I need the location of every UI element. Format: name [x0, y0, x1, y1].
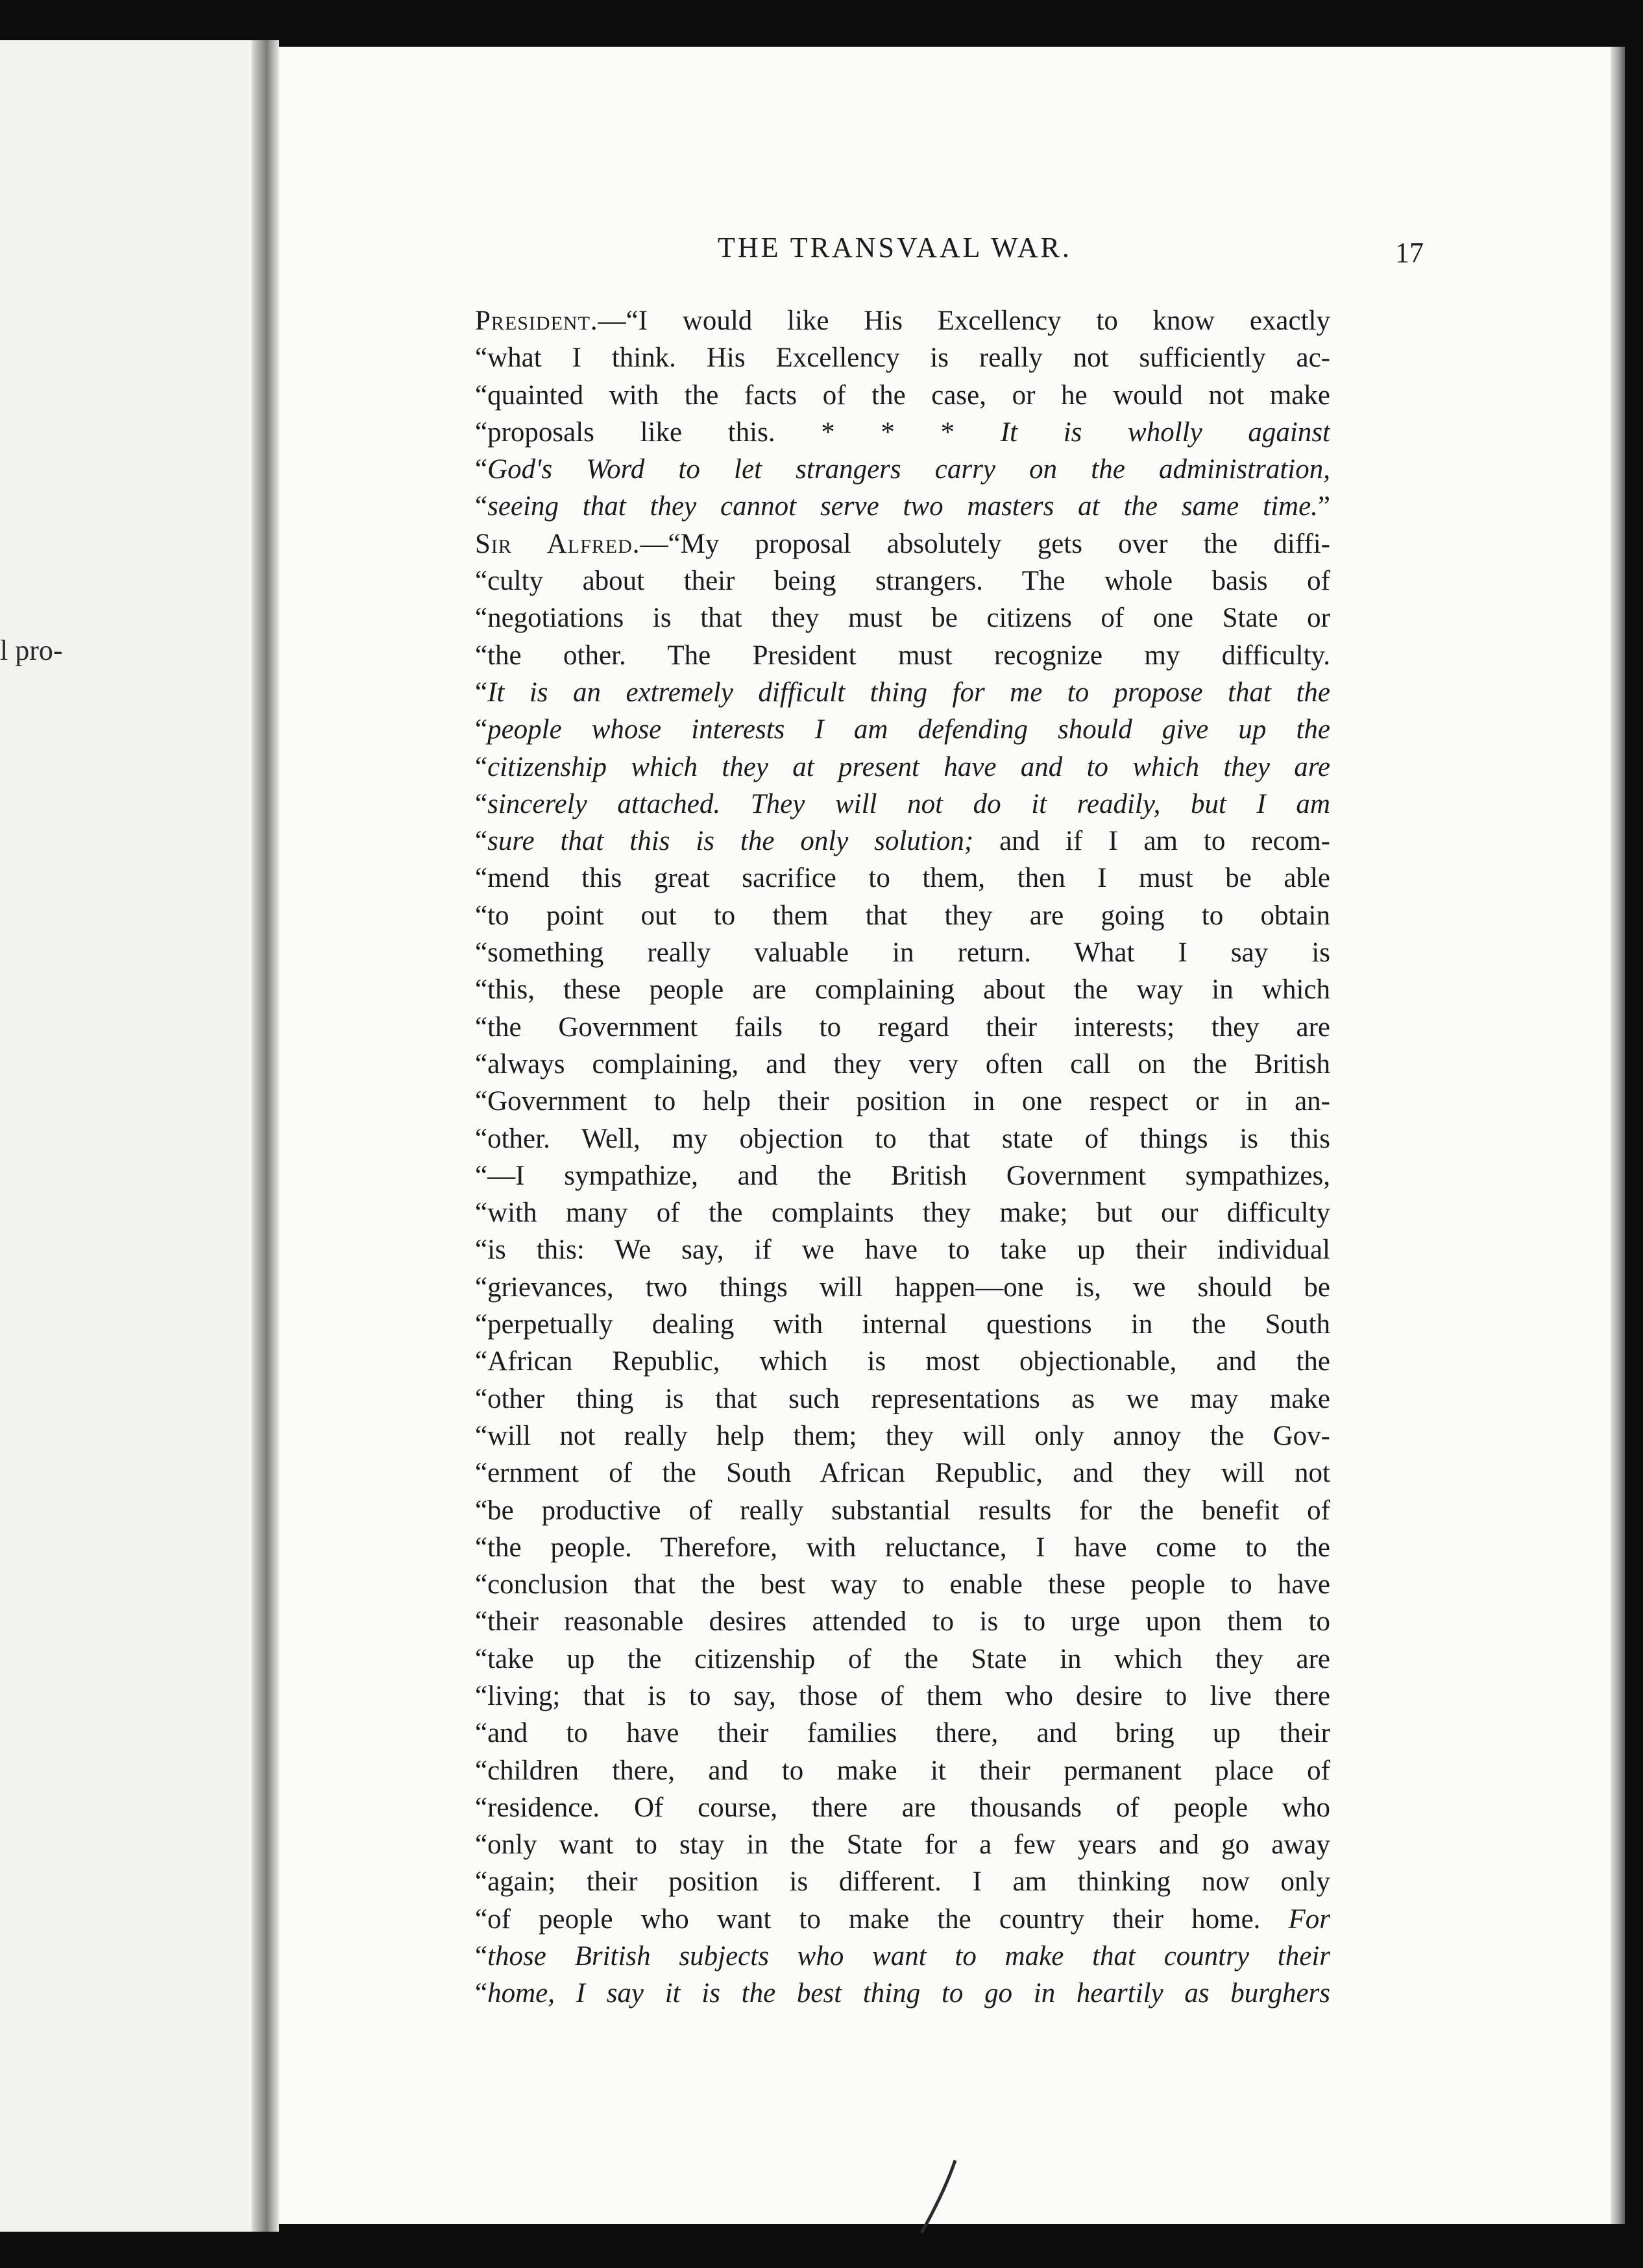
text-line	[475, 860, 1330, 897]
text-run: ”	[1317, 491, 1330, 522]
text-run: “mend this great sacrifice to them, then I must be able	[475, 863, 1330, 894]
text-line	[475, 1566, 1330, 1603]
text-run: —“I would like His Excellency to know exactly	[598, 306, 1330, 336]
text-run: “	[475, 1941, 488, 1972]
text-line	[475, 971, 1330, 1008]
text-run: “the other. The President must recognize my difficulty.	[475, 640, 1330, 671]
speaker-name: Sir Alfred.	[475, 528, 640, 559]
text-line	[475, 1269, 1330, 1306]
text-line	[475, 562, 1330, 599]
text-run: “culty about their being strangers. The whole basis of	[475, 566, 1330, 597]
text-line	[475, 823, 1330, 860]
text-run: “ernment of the South African Republic, and they will not	[475, 1458, 1330, 1489]
text-line	[475, 637, 1330, 674]
text-line	[475, 1492, 1330, 1529]
text-run: “perpetually dealing with internal questions in the South	[475, 1309, 1330, 1340]
text-run: “other. Well, my objection to that state of things is this	[475, 1123, 1330, 1154]
text-line	[475, 599, 1330, 636]
text-run: “	[475, 677, 488, 708]
text-run: “will not really help them; they will only annoy the Gov-	[475, 1420, 1330, 1451]
text-run: “proposals like this. * * *	[475, 416, 1001, 448]
text-run: “—I sympathize, and the British Government sympathizes,	[475, 1160, 1330, 1191]
text-line	[475, 1009, 1330, 1046]
text-line	[475, 451, 1330, 488]
italic-text: God's Word to let strangers carry on the administration,	[487, 454, 1330, 485]
text-run: “what I think. His Excellency is really not sufficiently ac-	[475, 343, 1330, 374]
text-line	[475, 525, 1330, 562]
italic-text: sincerely attached. They will not do it readily, but I am	[487, 788, 1330, 819]
text-run: “always complaining, and they very often call on the British	[475, 1048, 1330, 1080]
text-line	[475, 1789, 1330, 1826]
text-line	[475, 786, 1330, 823]
text-line	[475, 1120, 1330, 1157]
speaker-name: President.	[475, 306, 598, 336]
text-line	[475, 1231, 1330, 1268]
text-line	[475, 1454, 1330, 1491]
text-line	[475, 711, 1330, 748]
text-run: “other thing is that such representations as we may make	[475, 1383, 1330, 1414]
text-run: —“My proposal absolutely gets over the diffi-	[640, 528, 1330, 559]
text-run: “of people who want to make the country their home.	[475, 1903, 1289, 1935]
left-page-fragment: l pro-	[0, 634, 63, 666]
text-line	[475, 1826, 1330, 1863]
italic-text: citizenship which they at present have and to which they are	[487, 751, 1330, 782]
text-line	[475, 1938, 1330, 1975]
text-line	[475, 1975, 1330, 2012]
text-run: “this, these people are complaining about the way in which	[475, 974, 1330, 1006]
text-line	[475, 302, 1330, 339]
text-run: “	[475, 491, 488, 522]
text-run: “residence. Of course, there are thousands of people who	[475, 1792, 1330, 1823]
text-run: “the Government fails to regard their interests; they are	[475, 1011, 1330, 1043]
text-run: “children there, and to make it their permanent place of	[475, 1755, 1330, 1786]
text-run: “	[475, 454, 488, 485]
text-run: “something really valuable in return. What I say is	[475, 937, 1330, 969]
text-line	[475, 1641, 1330, 1678]
italic-text: those British subjects who want to make that country their	[487, 1941, 1330, 1972]
text-line	[475, 1715, 1330, 1752]
text-line	[475, 674, 1330, 711]
text-line	[475, 1418, 1330, 1454]
right-page-edge	[1611, 47, 1625, 2224]
text-run: “take up the citizenship of the State in which they are	[475, 1643, 1330, 1674]
text-line	[475, 1083, 1330, 1120]
italic-text: It is wholly against	[1000, 416, 1330, 448]
text-run: “	[475, 714, 488, 745]
page-number: 17	[1395, 237, 1424, 269]
text-line	[475, 749, 1330, 786]
text-run: “the people. Therefore, with reluctance, I have come to the	[475, 1532, 1330, 1563]
text-line	[475, 1529, 1330, 1566]
text-line	[475, 1306, 1330, 1343]
text-run: “with many of the complaints they make; but our difficulty	[475, 1198, 1330, 1229]
text-run: “grievances, two things will happen—one is, we should be	[475, 1272, 1330, 1303]
text-run: “their reasonable desires attended to is to urge upon them to	[475, 1606, 1330, 1637]
text-line	[475, 1157, 1330, 1194]
text-run: and if I am to recom-	[973, 826, 1330, 857]
italic-text: people whose interests I am defending should give up the	[487, 714, 1330, 745]
italic-text: sure that this is the only solution;	[487, 826, 974, 857]
text-run: “	[475, 1978, 488, 2009]
text-line	[475, 1381, 1330, 1418]
text-run: “negotiations is that they must be citizens of one State or	[475, 603, 1330, 634]
text-line	[475, 1194, 1330, 1231]
body-text	[475, 302, 1330, 2012]
text-run: “quainted with the facts of the case, or he would not make	[475, 380, 1330, 411]
text-line	[475, 1603, 1330, 1640]
text-run: “conclusion that the best way to enable these people to have	[475, 1569, 1330, 1600]
book-gutter	[252, 40, 279, 2232]
text-line	[475, 339, 1330, 376]
text-run: “be productive of really substantial results for the benefit of	[475, 1495, 1330, 1526]
text-run: “again; their position is different. I am thinking now only	[475, 1866, 1330, 1898]
text-line	[475, 1901, 1330, 1938]
text-line	[475, 414, 1330, 451]
text-line	[475, 1752, 1330, 1789]
text-line	[475, 1343, 1330, 1380]
text-line	[475, 1863, 1330, 1900]
italic-text: home, I say it is the best thing to go in heartily as burghers	[487, 1978, 1330, 2009]
italic-text: For	[1288, 1903, 1330, 1935]
text-run: “to point out to them that they are going to obtain	[475, 900, 1330, 931]
text-run: “	[475, 788, 488, 819]
text-line	[475, 934, 1330, 971]
italic-text: It is an extremely difficult thing for me to propose that the	[487, 677, 1330, 708]
text-line	[475, 897, 1330, 934]
pen-mark	[915, 2158, 967, 2236]
left-page	[0, 40, 252, 2232]
text-line	[475, 1046, 1330, 1083]
text-run: “only want to stay in the State for a few years and go away	[475, 1829, 1330, 1861]
text-run: “	[475, 826, 488, 857]
text-line	[475, 488, 1330, 525]
text-line	[475, 1678, 1330, 1715]
text-run: “is this: We say, if we have to take up their individual	[475, 1235, 1330, 1266]
text-run: “living; that is to say, those of them who desire to live there	[475, 1680, 1330, 1711]
text-run: “and to have their families there, and bring up their	[475, 1718, 1330, 1749]
italic-text: seeing that they cannot serve two masters at the same time.	[487, 491, 1318, 522]
text-run: “	[475, 751, 488, 782]
text-run: “African Republic, which is most objectionable, and the	[475, 1346, 1330, 1377]
running-head: THE TRANSVAAL WAR.	[718, 232, 1072, 263]
text-run: “Government to help their position in one respect or in an-	[475, 1086, 1330, 1117]
text-line	[475, 377, 1330, 414]
